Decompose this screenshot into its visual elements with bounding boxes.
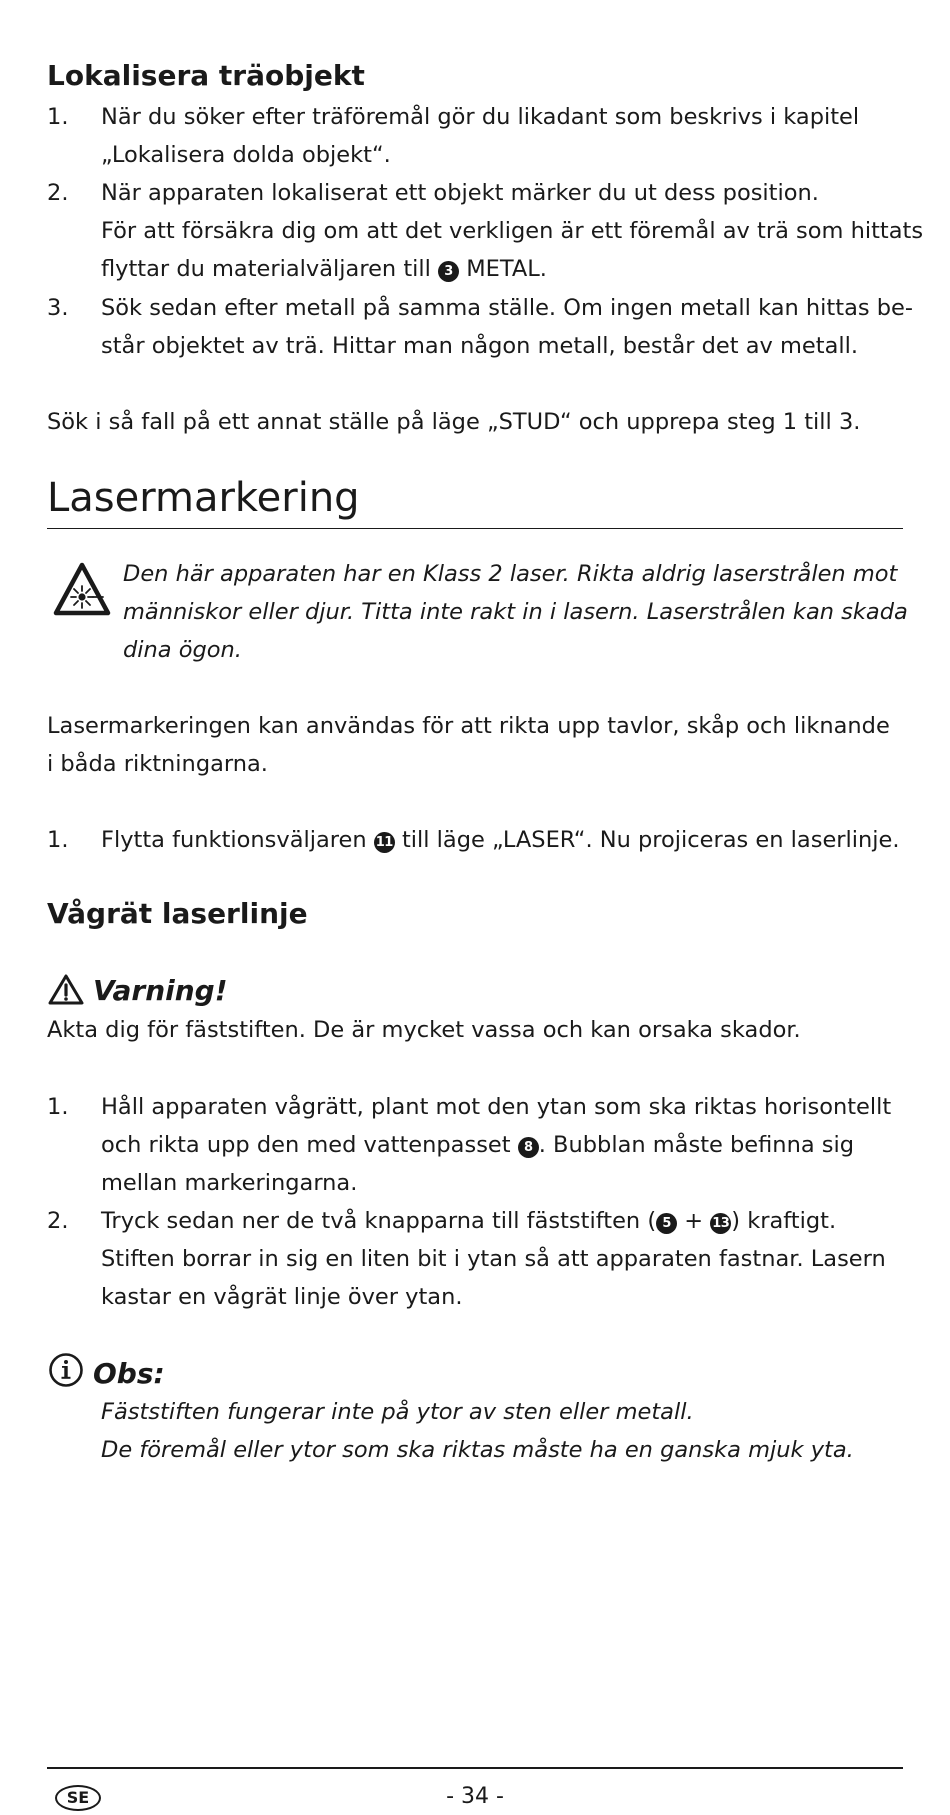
laser-warning-text: människor eller djur. Titta inte rakt in i lasern. Laserstrålen kan skada (123, 599, 908, 625)
section-title-horizontal: Vågrät laserlinje (47, 897, 308, 930)
component-ref-13: 13 (710, 1213, 731, 1234)
step-text: Flytta funktionsväljaren (101, 827, 367, 853)
manual-page (47, 0, 924, 1815)
language-badge: SE (55, 1785, 101, 1811)
step-text: När apparaten lokaliserat ett objekt märker du ut dess position. (101, 180, 819, 206)
step-number: 1. (47, 1094, 69, 1120)
step-text: Håll apparaten vågrätt, plant mot den ytan som ska riktas horisontellt (101, 1094, 892, 1120)
warning-text: Akta dig för fäststiften. De är mycket vassa och kan orsaka skador. (47, 1017, 801, 1043)
component-ref-11: 11 (374, 832, 395, 853)
warning-title: Varning! (93, 974, 228, 1007)
warning-heading (47, 973, 227, 1009)
step-text: När du söker efter träföremål gör du likadant som beskrivs i kapitel (101, 104, 860, 130)
step-text-line (101, 250, 547, 288)
obs-heading (47, 1352, 165, 1392)
step-text: . Bubblan måste befinna sig (538, 1132, 855, 1158)
step-text: „Lokalisera dolda objekt“. (101, 142, 391, 168)
step-text: + (677, 1208, 711, 1234)
step-text: För att försäkra dig om att det verkligen är ett föremål av trä som hittats (101, 218, 924, 244)
page-number: - 34 - (446, 1784, 504, 1809)
step-text: flyttar du materialväljaren till (101, 256, 431, 282)
component-ref-3: 3 (438, 261, 459, 282)
step-number: 2. (47, 180, 69, 206)
component-ref-8: 8 (518, 1137, 539, 1158)
step-text-line (101, 1126, 854, 1164)
step-text: Stiften borrar in sig en liten bit i ytan så att apparaten fastnar. Lasern (101, 1246, 886, 1272)
wood-note: Sök i så fall på ett annat ställe på läge „STUD“ och upprepa steg 1 till 3. (47, 409, 861, 435)
section-divider (47, 528, 903, 529)
section-title-wood: Lokalisera träobjekt (47, 59, 365, 92)
warning-triangle-icon (47, 973, 85, 1005)
obs-text: Fäststiften fungerar inte på ytor av sten eller metall. (101, 1399, 694, 1425)
step-number: 2. (47, 1208, 69, 1234)
step-number: 3. (47, 295, 69, 321)
step-text: Tryck sedan ner de två knapparna till fäststiften ( (101, 1208, 657, 1234)
obs-text: De föremål eller ytor som ska riktas måste ha en ganska mjuk yta. (101, 1437, 854, 1463)
step-text: Sök sedan efter metall på samma ställe. Om ingen metall kan hittas be- (101, 295, 913, 321)
step-text-line (101, 821, 900, 859)
laser-warning-text: dina ögon. (123, 637, 242, 663)
step-number: 1. (47, 827, 69, 853)
info-circle-icon (47, 1352, 85, 1388)
step-text: och rikta upp den med vattenpasset (101, 1132, 511, 1158)
laser-intro: i båda riktningarna. (47, 751, 268, 777)
laser-warning-text: Den här apparaten har en Klass 2 laser. Rikta aldrig laserstrålen mot (123, 561, 898, 587)
step-number: 1. (47, 104, 69, 130)
step-text: mellan markeringarna. (101, 1170, 358, 1196)
step-text: ) kraftigt. (731, 1208, 837, 1234)
component-ref-5: 5 (656, 1213, 677, 1234)
laser-warning-icon (53, 562, 111, 616)
footer-divider (47, 1767, 903, 1769)
step-text: kastar en vågrät linje över ytan. (101, 1284, 463, 1310)
laser-intro: Lasermarkeringen kan användas för att rikta upp tavlor, skåp och liknande (47, 713, 890, 739)
obs-title: Obs: (93, 1357, 165, 1390)
section-title-laser: Lasermarkering (47, 475, 360, 521)
step-text: till läge „LASER“. Nu projiceras en laserlinje. (401, 827, 900, 853)
step-text: METAL. (466, 256, 547, 282)
step-text: står objektet av trä. Hittar man någon metall, består det av metall. (101, 333, 859, 359)
step-text-line (101, 1202, 836, 1240)
